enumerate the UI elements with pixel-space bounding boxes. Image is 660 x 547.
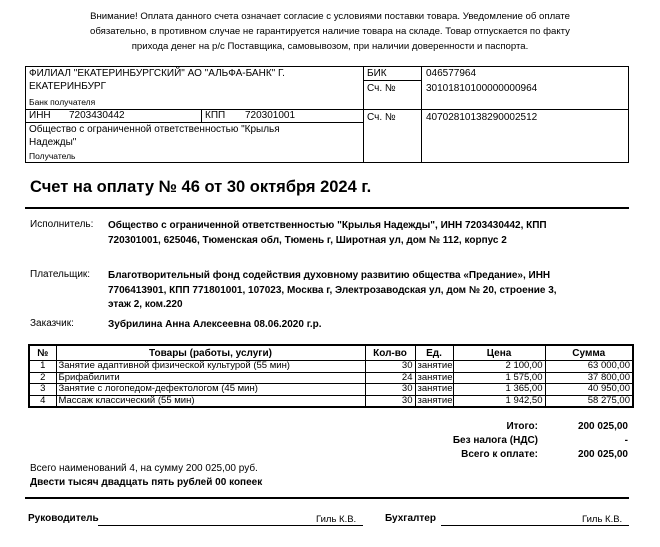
row-goods: Массаж классический (55 мин) <box>56 395 365 407</box>
items-table <box>28 344 634 408</box>
row-qty: 30 <box>365 361 415 373</box>
due-row <box>380 449 630 463</box>
payer-line-3: этаж 2, ком.220 <box>108 299 183 310</box>
vat-row <box>380 435 630 449</box>
customer-label: Заказчик: <box>30 318 74 329</box>
executor-details <box>108 219 628 248</box>
inn-label: ИНН <box>29 110 51 121</box>
bank-details <box>25 66 629 163</box>
row-goods: Занятие адаптивной физической культурой (55 мин) <box>56 361 365 373</box>
row-price: 1 575,00 <box>453 372 545 384</box>
title-underline <box>25 207 629 209</box>
row-price: 2 100,00 <box>453 361 545 373</box>
row-sum: 37 800,00 <box>545 372 633 384</box>
row-price: 1 365,00 <box>453 384 545 396</box>
bank-name-line-2: ЕКАТЕРИНБУРГ <box>29 81 107 92</box>
summary-underline <box>25 497 629 499</box>
account-label: Сч. № <box>367 112 396 123</box>
payment-notice <box>40 9 620 54</box>
bank-divider-v2 <box>421 67 422 162</box>
head-signature-label: Руководитель <box>28 513 99 524</box>
invoice-title: Счет на оплату № 46 от 30 октября 2024 г. <box>30 178 372 196</box>
accountant-signature-line <box>441 525 629 526</box>
table-row <box>29 384 633 396</box>
row-number: 3 <box>29 384 56 396</box>
table-header-row <box>29 345 633 361</box>
kpp-value: 720301001 <box>245 110 296 121</box>
customer-value: Зубрилина Анна Алексеевна 08.06.2020 г.р. <box>108 319 322 330</box>
row-sum: 40 950,00 <box>545 384 633 396</box>
col-header-goods: Товары (работы, услуги) <box>56 345 365 361</box>
inn-value: 7203430442 <box>69 110 125 121</box>
table-row <box>29 395 633 407</box>
row-number: 2 <box>29 372 56 384</box>
recipient-caption: Получатель <box>29 151 76 161</box>
row-sum: 58 275,00 <box>545 395 633 407</box>
total-value: 200 025,00 <box>577 421 628 432</box>
row-number: 4 <box>29 395 56 407</box>
vat-label: Без налога (НДС) <box>452 435 538 446</box>
head-signature-line <box>98 525 363 526</box>
notice-line-1: Внимание! Оплата данного счета означает согласие с условиями поставки товара. Уведомление об оплате <box>90 11 570 22</box>
table-row <box>29 372 633 384</box>
executor-line-2: 720301001, 625046, Тюменская обл, Тюмень г, Широтная ул, дом № 112, корпус 2 <box>108 234 507 246</box>
row-goods: Брифабилити <box>56 372 365 384</box>
bank-divider-h2 <box>26 122 363 123</box>
row-number: 1 <box>29 361 56 373</box>
bank-divider-v1 <box>363 67 364 162</box>
row-qty: 30 <box>365 395 415 407</box>
col-header-unit: Ед. <box>415 345 453 361</box>
head-signature-name: Гиль К.В. <box>316 514 357 525</box>
row-qty: 30 <box>365 384 415 396</box>
row-price: 1 942,50 <box>453 395 545 407</box>
bik-label: БИК <box>367 68 387 79</box>
corr-account-value: 30101810100000000964 <box>426 83 538 94</box>
executor-label: Исполнитель: <box>30 219 94 230</box>
amount-in-words: Двести тысяч двадцать пять рублей 00 копеек <box>30 477 263 488</box>
corr-account-label: Сч. № <box>367 83 396 94</box>
col-header-qty: Кол-во <box>365 345 415 361</box>
notice-line-3: прихода денег на р/с Поставщика, самовывозом, при наличии доверенности и паспорта. <box>131 41 529 52</box>
payer-label: Плательщик: <box>30 269 91 280</box>
items-count-summary: Всего наименований 4, на сумму 200 025,00 руб. <box>30 463 258 474</box>
accountant-signature-name: Гиль К.В. <box>582 514 623 525</box>
bank-divider-h3 <box>363 80 421 81</box>
bank-name-line-1: ФИЛИАЛ "ЕКАТЕРИНБУРГСКИЙ" АО "АЛЬФА-БАНК" Г. <box>29 68 285 79</box>
bank-recipient-caption: Банк получателя <box>29 97 96 107</box>
row-unit: занятие <box>415 384 453 396</box>
recipient-line-2: Надежды" <box>29 137 77 148</box>
payer-line-1: Благотворительный фонд содействия духовному развитию общества «Предание», ИНН <box>108 270 551 281</box>
vat-value: - <box>624 435 628 446</box>
bik-value: 046577964 <box>426 68 477 79</box>
total-label: Итого: <box>506 421 538 432</box>
bank-divider-inn-kpp <box>201 109 202 122</box>
due-label: Всего к оплате: <box>461 449 538 460</box>
accountant-signature-label: Бухгалтер <box>385 513 436 524</box>
recipient-line-1: Общество с ограниченной ответственностью "Крылья <box>29 124 280 135</box>
total-row <box>380 421 630 435</box>
bank-divider-h4 <box>363 109 628 110</box>
col-header-number: № <box>29 345 56 361</box>
row-unit: занятие <box>415 372 453 384</box>
account-value: 40702810138290002512 <box>426 112 538 123</box>
row-unit: занятие <box>415 395 453 407</box>
table-row <box>29 361 633 373</box>
row-unit: занятие <box>415 361 453 373</box>
payer-details <box>108 269 628 313</box>
due-value: 200 025,00 <box>577 449 628 460</box>
row-sum: 63 000,00 <box>545 361 633 373</box>
row-goods: Занятие с логопедом-дефектологом (45 мин) <box>56 384 365 396</box>
col-header-price: Цена <box>453 345 545 361</box>
col-header-sum: Сумма <box>545 345 633 361</box>
kpp-label: КПП <box>205 110 226 121</box>
notice-line-2: обязательно, в противном случае не гарантируется наличие товара на складе. Товар отпускается по факту <box>90 26 570 37</box>
row-qty: 24 <box>365 372 415 384</box>
executor-line-1: Общество с ограниченной ответственностью "Крылья Надежды", ИНН 7203430442, КПП <box>108 220 547 231</box>
payer-line-2: 7706413901, КПП 771801001, 107023, Москва г, Электрозаводская ул, дом № 20, строение 3, <box>108 284 557 296</box>
